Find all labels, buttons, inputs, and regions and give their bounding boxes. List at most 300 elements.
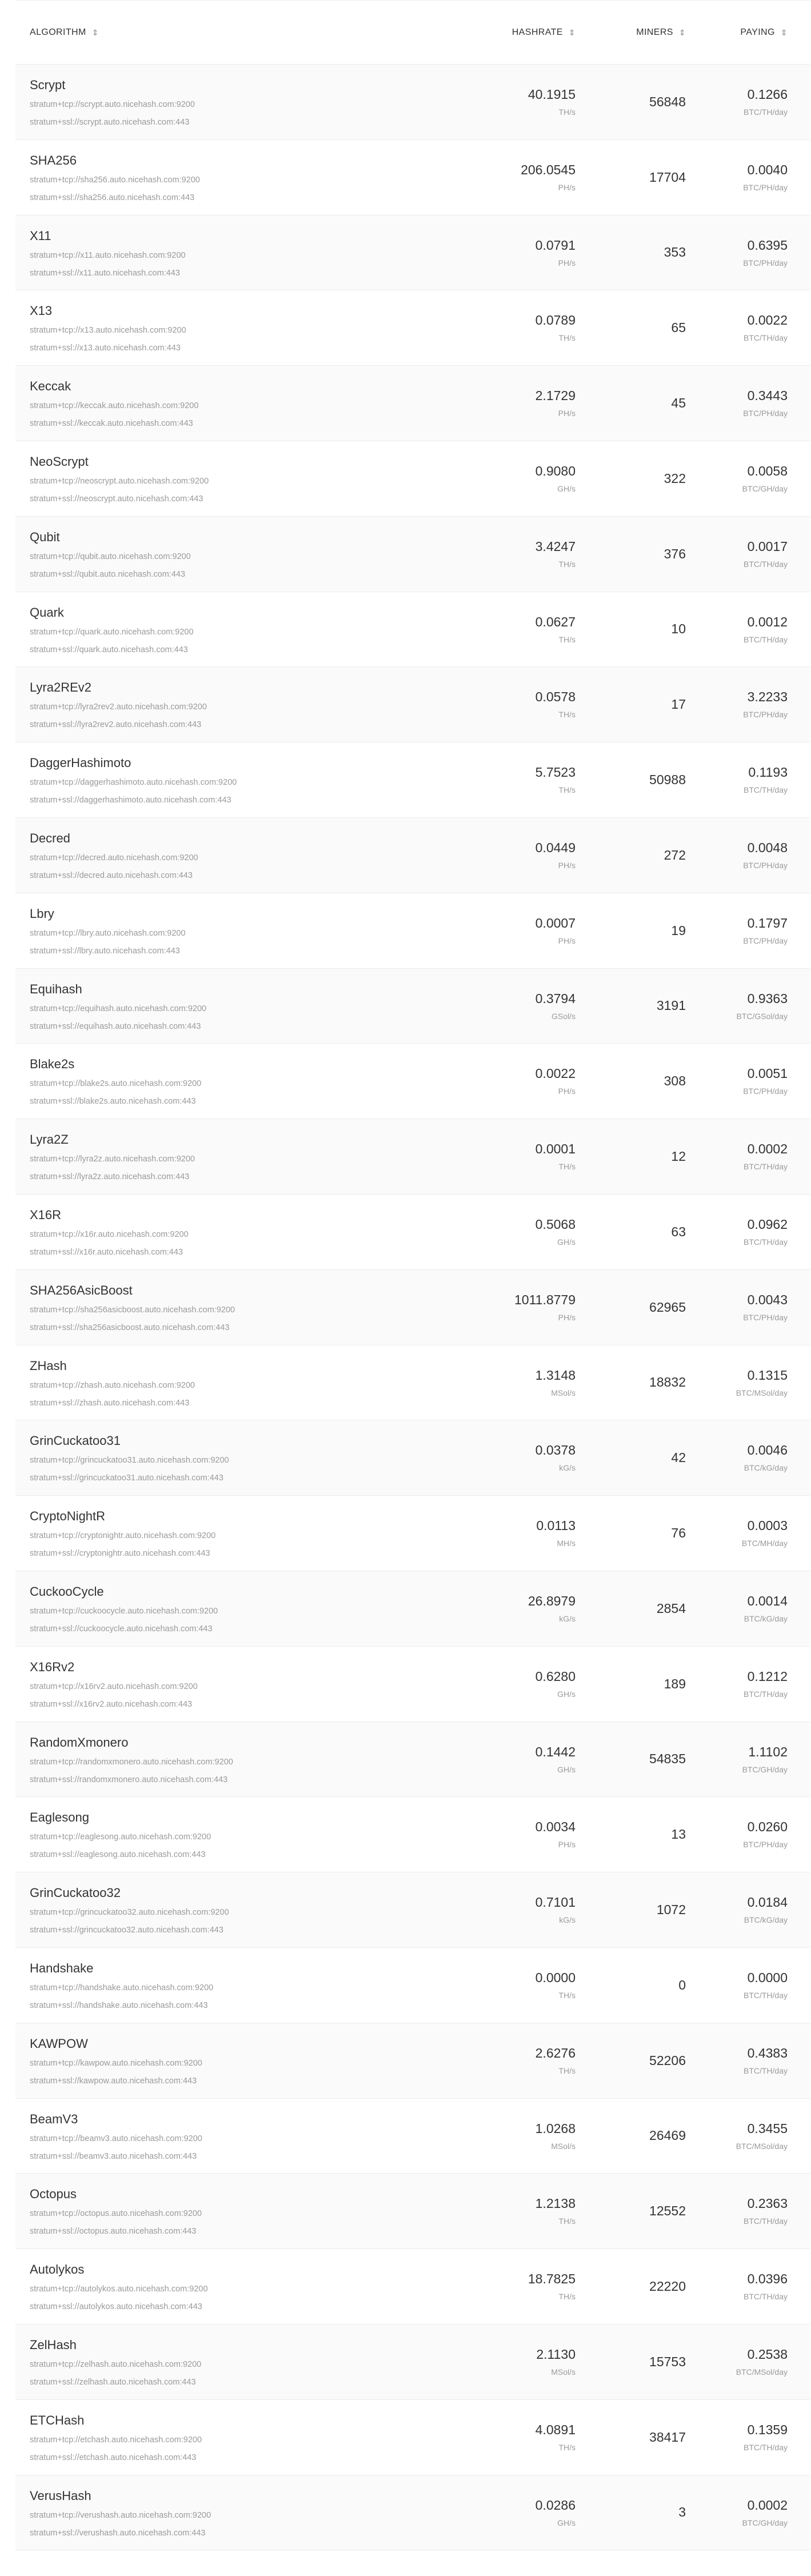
stratum-ssl-url[interactable]: stratum+ssl://grincuckatoo31.auto.nicehash.com:443 (30, 1473, 223, 1483)
hashrate-cell (404, 592, 576, 667)
stratum-ssl-url[interactable]: stratum+ssl://keccak.auto.nicehash.com:443 (30, 419, 193, 429)
paying-unit: BTC/TH/day (743, 634, 788, 644)
paying-value: 0.0046 (747, 1443, 788, 1458)
table-row[interactable] (15, 742, 810, 818)
table-row[interactable] (15, 893, 810, 969)
hashrate-unit: GH/s (557, 2518, 576, 2527)
miners-value: 26469 (649, 2128, 686, 2143)
stratum-tcp-url[interactable]: stratum+tcp://keccak.auto.nicehash.com:9200 (30, 401, 199, 411)
hashrate-value: 0.0791 (535, 237, 576, 253)
hashrate-value: 1.2138 (535, 2196, 576, 2211)
stratum-tcp-url[interactable]: stratum+tcp://x11.auto.nicehash.com:9200 (30, 250, 186, 260)
algorithm-cell (15, 1345, 404, 1420)
miners-cell (576, 290, 686, 365)
paying-value: 0.0014 (747, 1593, 788, 1608)
algorithm-cell (15, 1647, 404, 1722)
hashrate-unit: PH/s (558, 860, 576, 870)
table-row[interactable] (15, 290, 810, 366)
algorithm-cell (15, 290, 404, 365)
miners-value: 13 (671, 1827, 686, 1842)
hashrate-unit: PH/s (558, 1312, 576, 1322)
hashrate-unit: TH/s (558, 333, 576, 343)
hashrate-cell (404, 1044, 576, 1119)
paying-value: 0.6395 (747, 237, 788, 253)
table-row[interactable] (15, 1872, 810, 1948)
paying-value: 0.0002 (747, 2497, 788, 2513)
stratum-tcp-url[interactable]: stratum+tcp://handshake.auto.nicehash.com:9200 (30, 1983, 214, 1992)
table-row[interactable] (15, 215, 810, 291)
sort-updown-icon[interactable]: ⇕ (780, 27, 788, 37)
paying-unit: BTC/PH/day (743, 1840, 788, 1850)
paying-value: 0.1193 (748, 765, 788, 780)
stratum-tcp-url[interactable]: stratum+tcp://sha256asicboost.auto.nicehash.com:9200 (30, 1305, 235, 1315)
hashrate-value: 2.1130 (536, 2346, 576, 2362)
hashrate-cell (404, 2023, 576, 2098)
paying-unit: BTC/GH/day (742, 1764, 788, 1774)
miners-value: 54835 (649, 1751, 686, 1767)
hashrate-cell (404, 1195, 576, 1269)
algorithm-name[interactable]: VerusHash (30, 2488, 91, 2503)
paying-cell (686, 1044, 810, 1119)
paying-cell (686, 1872, 810, 1947)
paying-value: 0.0043 (747, 1292, 788, 1307)
stratum-ssl-url[interactable]: stratum+ssl://quark.auto.nicehash.com:443 (30, 645, 188, 654)
miners-cell (576, 2174, 686, 2248)
algorithm-name[interactable]: X16R (30, 1207, 62, 1222)
paying-cell (686, 1496, 810, 1571)
paying-cell (686, 742, 810, 817)
stratum-ssl-url[interactable]: stratum+ssl://eaglesong.auto.nicehash.com:443 (30, 1850, 206, 1860)
paying-cell (686, 215, 810, 290)
stratum-tcp-url[interactable]: stratum+tcp://lyra2rev2.auto.nicehash.com:9200 (30, 702, 207, 712)
table-row[interactable] (15, 140, 810, 215)
paying-unit: BTC/PH/day (743, 710, 788, 720)
stratum-ssl-url[interactable]: stratum+ssl://cryptonightr.auto.nicehash.com:443 (30, 1549, 210, 1559)
hashrate-unit: PH/s (558, 258, 576, 267)
hashrate-value: 5.7523 (535, 765, 576, 780)
table-row[interactable] (15, 2475, 810, 2551)
algorithm-name[interactable]: DaggerHashimoto (30, 756, 131, 770)
stratum-ssl-url[interactable]: stratum+ssl://x16rv2.auto.nicehash.com:443 (30, 1699, 193, 1709)
stratum-ssl-url[interactable]: stratum+ssl://grincuckatoo32.auto.nicehash.com:443 (30, 1926, 223, 1935)
stratum-ssl-url[interactable]: stratum+ssl://scrypt.auto.nicehash.com:443 (30, 118, 190, 127)
paying-cell (686, 2023, 810, 2098)
hashrate-value: 0.0007 (535, 915, 576, 930)
miners-cell (576, 667, 686, 742)
stratum-ssl-url[interactable]: stratum+ssl://zhash.auto.nicehash.com:443 (30, 1398, 190, 1408)
hashrate-value: 26.8979 (528, 1593, 576, 1608)
stratum-ssl-url[interactable]: stratum+ssl://verushash.auto.nicehash.com:443 (30, 2528, 206, 2538)
stratum-tcp-url[interactable]: stratum+tcp://cuckoocycle.auto.nicehash.com:9200 (30, 1606, 218, 1616)
algorithm-name[interactable]: NeoScrypt (30, 454, 89, 469)
stratum-tcp-url[interactable]: stratum+tcp://lyra2z.auto.nicehash.com:9200 (30, 1155, 195, 1164)
hashrate-cell (404, 517, 576, 592)
paying-unit: BTC/PH/day (743, 258, 788, 267)
stratum-ssl-url[interactable]: stratum+ssl://lyra2rev2.auto.nicehash.com:443 (30, 720, 202, 730)
hashrate-cell (404, 667, 576, 742)
sort-updown-icon[interactable]: ⇕ (568, 27, 576, 37)
stratum-ssl-url[interactable]: stratum+ssl://zelhash.auto.nicehash.com:443 (30, 2377, 196, 2387)
stratum-ssl-url[interactable]: stratum+ssl://x11.auto.nicehash.com:443 (30, 268, 180, 278)
column-header-algorithm[interactable] (15, 27, 404, 38)
stratum-tcp-url[interactable]: stratum+tcp://x13.auto.nicehash.com:9200 (30, 326, 186, 336)
stratum-ssl-url[interactable]: stratum+ssl://etchash.auto.nicehash.com:443 (30, 2453, 197, 2462)
stratum-ssl-url[interactable]: stratum+ssl://qubit.auto.nicehash.com:443 (30, 569, 186, 579)
hashrate-value: 0.6280 (535, 1668, 576, 1684)
paying-unit: BTC/TH/day (743, 785, 788, 795)
stratum-tcp-url[interactable]: stratum+tcp://scrypt.auto.nicehash.com:9200 (30, 100, 195, 109)
table-row[interactable] (15, 1119, 810, 1195)
stratum-ssl-url[interactable]: stratum+ssl://x16r.auto.nicehash.com:443 (30, 1247, 183, 1257)
stratum-ssl-url[interactable]: stratum+ssl://handshake.auto.nicehash.com:443 (30, 2000, 208, 2010)
algorithm-name[interactable]: GrinCuckatoo31 (30, 1433, 121, 1448)
algorithm-name[interactable]: Blake2s (30, 1057, 75, 1072)
hashrate-cell (404, 2325, 576, 2399)
paying-unit: BTC/TH/day (743, 1162, 788, 1172)
algorithm-cell (15, 1797, 404, 1872)
stratum-tcp-url[interactable]: stratum+tcp://kawpow.auto.nicehash.com:9200 (30, 2058, 202, 2068)
algorithm-cell (15, 1571, 404, 1646)
table-row[interactable] (15, 818, 810, 893)
algorithm-cell (15, 2023, 404, 2098)
hashrate-cell (404, 1571, 576, 1646)
miners-cell (576, 1722, 686, 1797)
stratum-tcp-url[interactable]: stratum+tcp://beamv3.auto.nicehash.com:9200 (30, 2134, 202, 2143)
miners-cell (576, 140, 686, 215)
hashrate-cell (404, 140, 576, 215)
hashrate-unit: MSol/s (551, 1388, 576, 1397)
stratum-ssl-url[interactable]: stratum+ssl://daggerhashimoto.auto.nicehash.com:443 (30, 796, 231, 805)
algorithm-name[interactable]: Lbry (30, 906, 54, 921)
paying-cell (686, 140, 810, 215)
algorithm-cell (15, 1195, 404, 1269)
algorithm-cell (15, 1119, 404, 1194)
paying-unit: BTC/PH/day (743, 860, 788, 870)
column-header-miners[interactable] (576, 27, 686, 38)
hashrate-cell (404, 1948, 576, 2023)
column-header-hashrate[interactable] (404, 27, 576, 38)
table-row[interactable] (15, 592, 810, 668)
stratum-tcp-url[interactable]: stratum+tcp://cryptonightr.auto.nicehash.com:9200 (30, 1531, 216, 1541)
hashrate-value: 1011.8779 (514, 1292, 576, 1307)
paying-unit: BTC/MSol/day (736, 1388, 788, 1397)
stratum-ssl-url[interactable]: stratum+ssl://lbry.auto.nicehash.com:443 (30, 946, 180, 956)
stratum-ssl-url[interactable]: stratum+ssl://cuckoocycle.auto.nicehash.com:443 (30, 1624, 213, 1634)
hashrate-value: 4.0891 (535, 2422, 576, 2437)
hashrate-unit: TH/s (558, 2066, 576, 2075)
algorithm-cell (15, 2325, 404, 2399)
stratum-tcp-url[interactable]: stratum+tcp://quark.auto.nicehash.com:9200 (30, 627, 194, 637)
algorithm-name[interactable]: Lyra2Z (30, 1132, 69, 1147)
paying-unit: BTC/PH/day (743, 182, 788, 192)
algorithm-name[interactable]: ZHash (30, 1358, 67, 1373)
table-row[interactable] (15, 1797, 810, 1872)
algorithm-cell (15, 1496, 404, 1571)
hashrate-value: 0.0022 (535, 1066, 576, 1081)
paying-value: 0.0260 (747, 1819, 788, 1835)
table-row[interactable] (15, 1420, 810, 1496)
miners-value: 15753 (649, 2354, 686, 2369)
stratum-tcp-url[interactable]: stratum+tcp://decred.auto.nicehash.com:9200 (30, 853, 198, 862)
paying-unit: BTC/TH/day (743, 2066, 788, 2075)
algorithm-name[interactable]: Keccak (30, 379, 71, 394)
miners-value: 45 (671, 396, 686, 411)
miners-value: 62965 (649, 1299, 686, 1315)
stratum-tcp-url[interactable]: stratum+tcp://blake2s.auto.nicehash.com:9200 (30, 1079, 202, 1089)
paying-unit: BTC/PH/day (743, 1087, 788, 1096)
paying-unit: BTC/TH/day (743, 333, 788, 343)
paying-unit: BTC/MH/day (741, 1539, 788, 1548)
paying-cell (686, 667, 810, 742)
algorithm-name[interactable]: KAWPOW (30, 2036, 88, 2051)
table-row[interactable] (15, 2099, 810, 2174)
column-header-miners-label: MINERS (636, 27, 673, 37)
hashrate-value: 0.0286 (535, 2497, 576, 2513)
hashrate-unit: GH/s (557, 1689, 576, 1699)
algorithm-name[interactable]: Quark (30, 605, 64, 620)
hashrate-unit: GH/s (557, 484, 576, 493)
hashrate-unit: PH/s (558, 1840, 576, 1850)
table-row[interactable] (15, 2249, 810, 2325)
algorithm-name[interactable]: Qubit (30, 529, 60, 544)
table-row[interactable] (15, 441, 810, 517)
miners-value: 76 (671, 1525, 686, 1541)
algorithm-cell (15, 818, 404, 893)
hashrate-unit: TH/s (558, 710, 576, 720)
algorithm-name[interactable]: ETCHash (30, 2413, 85, 2427)
hashrate-unit: TH/s (558, 1162, 576, 1172)
miners-cell (576, 1044, 686, 1119)
hashrate-unit: PH/s (558, 1087, 576, 1096)
algorithm-cell (15, 1872, 404, 1947)
paying-value: 3.2233 (747, 689, 788, 705)
stratum-tcp-url[interactable]: stratum+tcp://autolykos.auto.nicehash.com:9200 (30, 2285, 208, 2294)
paying-cell (686, 441, 810, 516)
stratum-tcp-url[interactable]: stratum+tcp://x16rv2.auto.nicehash.com:9200 (30, 1682, 198, 1691)
stratum-tcp-url[interactable]: stratum+tcp://daggerhashimoto.auto.nicehash.com:9200 (30, 778, 237, 788)
algorithm-cell (15, 1722, 404, 1797)
miners-cell (576, 592, 686, 667)
hashrate-unit: TH/s (558, 107, 576, 117)
hashrate-value: 1.0268 (535, 2120, 576, 2136)
stratum-ssl-url[interactable]: stratum+ssl://neoscrypt.auto.nicehash.com:443 (30, 494, 203, 504)
miners-cell (576, 215, 686, 290)
miners-cell (576, 2325, 686, 2399)
paying-value: 0.0051 (747, 1066, 788, 1081)
sort-updown-icon[interactable]: ⇕ (678, 27, 686, 37)
algorithm-name[interactable]: SHA256AsicBoost (30, 1283, 133, 1297)
stratum-tcp-url[interactable]: stratum+tcp://equihash.auto.nicehash.com:9200 (30, 1004, 207, 1013)
hashrate-cell (404, 2249, 576, 2324)
table-row[interactable] (15, 2023, 810, 2099)
paying-cell (686, 969, 810, 1044)
paying-cell (686, 1345, 810, 1420)
hashrate-unit: GH/s (557, 1764, 576, 1774)
stratum-ssl-url[interactable]: stratum+ssl://octopus.auto.nicehash.com:443 (30, 2227, 197, 2236)
miners-cell (576, 742, 686, 817)
paying-cell (686, 2249, 810, 2324)
paying-cell (686, 1948, 810, 2023)
algorithm-name[interactable]: BeamV3 (30, 2111, 78, 2126)
stratum-tcp-url[interactable]: stratum+tcp://neoscrypt.auto.nicehash.com:9200 (30, 476, 209, 486)
stratum-tcp-url[interactable]: stratum+tcp://etchash.auto.nicehash.com:9200 (30, 2435, 202, 2445)
table-row[interactable] (15, 1496, 810, 1571)
algorithm-cell (15, 366, 404, 441)
hashrate-cell (404, 366, 576, 441)
hashrate-cell (404, 1119, 576, 1194)
hashrate-unit: TH/s (558, 2442, 576, 2452)
miners-cell (576, 1345, 686, 1420)
algorithm-name[interactable]: Lyra2REv2 (30, 680, 92, 695)
algorithm-cell (15, 2400, 404, 2475)
paying-value: 0.3443 (747, 388, 788, 404)
algorithm-name[interactable]: Autolykos (30, 2262, 85, 2277)
stratum-ssl-url[interactable]: stratum+ssl://beamv3.auto.nicehash.com:443 (30, 2151, 197, 2161)
stratum-ssl-url[interactable]: stratum+ssl://decred.auto.nicehash.com:443 (30, 870, 193, 880)
table-row[interactable] (15, 2400, 810, 2475)
miners-value: 376 (664, 546, 686, 561)
stratum-ssl-url[interactable]: stratum+ssl://autolykos.auto.nicehash.com:443 (30, 2302, 202, 2312)
algorithm-cell (15, 2174, 404, 2248)
algorithm-name[interactable]: Handshake (30, 1960, 94, 1975)
algorithm-name[interactable]: Equihash (30, 981, 82, 996)
paying-cell (686, 65, 810, 139)
miners-cell (576, 1571, 686, 1646)
paying-cell (686, 2099, 810, 2174)
table-row[interactable] (15, 2174, 810, 2249)
paying-value: 0.0048 (747, 840, 788, 855)
table-row[interactable] (15, 366, 810, 441)
table-row[interactable] (15, 517, 810, 592)
stratum-tcp-url[interactable]: stratum+tcp://lbry.auto.nicehash.com:9200 (30, 928, 186, 938)
stratum-ssl-url[interactable]: stratum+ssl://blake2s.auto.nicehash.com:443 (30, 1097, 196, 1107)
algorithm-name[interactable]: Scrypt (30, 78, 66, 92)
miners-cell (576, 65, 686, 139)
miners-cell (576, 2400, 686, 2475)
column-header-algorithm-label: ALGORITHM (30, 27, 86, 37)
table-row[interactable] (15, 2325, 810, 2400)
algorithm-name[interactable]: X16Rv2 (30, 1659, 75, 1674)
hashrate-value: 0.5068 (535, 1216, 576, 1232)
algorithm-name[interactable]: CuckooCycle (30, 1584, 104, 1599)
paying-cell (686, 2325, 810, 2399)
paying-value: 0.9363 (747, 991, 788, 1006)
stratum-tcp-url[interactable]: stratum+tcp://octopus.auto.nicehash.com:9200 (30, 2209, 202, 2219)
hashrate-value: 0.0034 (535, 1819, 576, 1835)
stratum-ssl-url[interactable]: stratum+ssl://x13.auto.nicehash.com:443 (30, 344, 181, 353)
algorithm-name[interactable]: X11 (30, 228, 51, 243)
paying-cell (686, 517, 810, 592)
paying-unit: BTC/TH/day (743, 559, 788, 569)
stratum-tcp-url[interactable]: stratum+tcp://zelhash.auto.nicehash.com:9200 (30, 2359, 202, 2369)
algorithm-name[interactable]: Eaglesong (30, 1810, 89, 1825)
hashrate-unit: TH/s (558, 785, 576, 795)
column-header-hashrate-label: HASHRATE (512, 27, 563, 37)
paying-unit: BTC/kG/day (744, 1915, 788, 1925)
algorithm-name[interactable]: GrinCuckatoo32 (30, 1886, 121, 1900)
column-header-paying[interactable] (686, 27, 810, 38)
table-row[interactable] (15, 1345, 810, 1421)
algorithm-name[interactable]: SHA256 (30, 153, 77, 167)
paying-cell (686, 592, 810, 667)
paying-unit: BTC/MSol/day (736, 2367, 788, 2377)
stratum-tcp-url[interactable]: stratum+tcp://x16r.auto.nicehash.com:9200 (30, 1229, 189, 1239)
stratum-ssl-url[interactable]: stratum+ssl://sha256asicboost.auto.nicehash.com:443 (30, 1323, 230, 1332)
paying-unit: BTC/PH/day (743, 1312, 788, 1322)
algorithm-cell (15, 667, 404, 742)
paying-value: 0.4383 (747, 2045, 788, 2060)
paying-value: 0.1359 (747, 2422, 788, 2437)
algorithm-cell (15, 969, 404, 1044)
hashrate-value: 0.0627 (535, 614, 576, 629)
algorithm-name[interactable]: Decred (30, 830, 70, 845)
stratum-tcp-url[interactable]: stratum+tcp://zhash.auto.nicehash.com:9200 (30, 1380, 195, 1390)
table-row[interactable] (15, 1044, 810, 1119)
stratum-tcp-url[interactable]: stratum+tcp://sha256.auto.nicehash.com:9200 (30, 175, 200, 185)
stratum-tcp-url[interactable]: stratum+tcp://verushash.auto.nicehash.com:9200 (30, 2510, 211, 2520)
stratum-ssl-url[interactable]: stratum+ssl://equihash.auto.nicehash.com:443 (30, 1021, 201, 1031)
stratum-ssl-url[interactable]: stratum+ssl://kawpow.auto.nicehash.com:443 (30, 2076, 197, 2086)
miners-value: 1072 (656, 1902, 686, 1918)
algorithm-name[interactable]: CryptoNightR (30, 1509, 106, 1524)
stratum-tcp-url[interactable]: stratum+tcp://randomxmonero.auto.nicehash.com:9200 (30, 1757, 233, 1767)
stratum-ssl-url[interactable]: stratum+ssl://randomxmonero.auto.nicehash.com:443 (30, 1775, 228, 1784)
miners-value: 3191 (656, 998, 686, 1013)
paying-unit: BTC/TH/day (743, 2216, 788, 2226)
hashrate-value: 0.0001 (535, 1141, 576, 1157)
table-row[interactable] (15, 1948, 810, 2023)
stratum-tcp-url[interactable]: stratum+tcp://eaglesong.auto.nicehash.com:9200 (30, 1832, 211, 1842)
paying-cell (686, 1119, 810, 1194)
miners-value: 12552 (649, 2203, 686, 2219)
table-row[interactable] (15, 1195, 810, 1270)
miners-value: 22220 (649, 2279, 686, 2294)
table-row[interactable] (15, 667, 810, 742)
algorithm-name[interactable]: Octopus (30, 2187, 77, 2202)
miners-cell (576, 1119, 686, 1194)
miners-value: 42 (671, 1450, 686, 1465)
table-row[interactable] (15, 969, 810, 1044)
paying-value: 0.1212 (747, 1668, 788, 1684)
hashrate-value: 2.1729 (535, 388, 576, 404)
hashrate-value: 3.4247 (535, 538, 576, 554)
sort-updown-icon[interactable]: ⇕ (91, 27, 99, 37)
algorithm-name[interactable]: ZelHash (30, 2337, 77, 2352)
table-row[interactable] (15, 1647, 810, 1722)
miners-value: 12 (671, 1149, 686, 1164)
stratum-tcp-url[interactable]: stratum+tcp://qubit.auto.nicehash.com:9200 (30, 552, 191, 561)
hashrate-unit: kG/s (559, 1915, 576, 1925)
miners-value: 19 (671, 922, 686, 938)
hashrate-value: 0.0449 (535, 840, 576, 855)
table-row[interactable] (15, 1571, 810, 1647)
stratum-ssl-url[interactable]: stratum+ssl://lyra2z.auto.nicehash.com:443 (30, 1172, 190, 1182)
hashrate-value: 0.0113 (536, 1518, 576, 1533)
stratum-tcp-url[interactable]: stratum+tcp://grincuckatoo32.auto.nicehash.com:9200 (30, 1908, 229, 1918)
miners-value: 2854 (656, 1600, 686, 1616)
stratum-tcp-url[interactable]: stratum+tcp://grincuckatoo31.auto.nicehash.com:9200 (30, 1456, 229, 1465)
table-row[interactable] (15, 1270, 810, 1345)
hashrate-cell (404, 2475, 576, 2550)
table-row[interactable] (15, 1722, 810, 1798)
hashrate-cell (404, 65, 576, 139)
algorithm-cell (15, 2475, 404, 2550)
algorithm-name[interactable]: RandomXmonero (30, 1735, 129, 1750)
table-row[interactable] (15, 65, 810, 140)
paying-value: 0.0003 (747, 1518, 788, 1533)
algorithm-name[interactable]: X13 (30, 303, 53, 318)
stratum-ssl-url[interactable]: stratum+ssl://sha256.auto.nicehash.com:443 (30, 193, 195, 202)
